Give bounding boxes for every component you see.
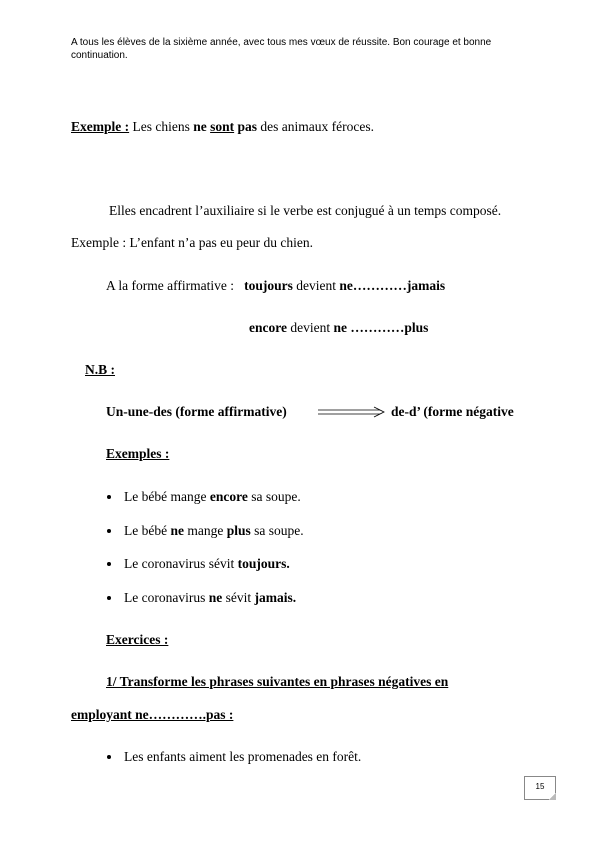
bullet-icon xyxy=(107,529,111,533)
example-sentence-2: Exemple : L’enfant n’a pas eu peur du chien. xyxy=(71,235,314,250)
exemples-heading: Exemples : xyxy=(106,446,170,461)
bullet-icon xyxy=(107,596,111,600)
nb-heading: N.B : xyxy=(85,362,115,377)
rule-left: Un-une-des (forme affirmative) xyxy=(106,404,287,419)
header-note: A tous les élèves de la sixième année, avec tous mes vœux de réussite. Bon courage et bonne continuation. xyxy=(71,37,492,61)
exercise-1-instruction-line2: employant ne………….pas : xyxy=(71,707,234,722)
example-bullet-3: Le coronavirus sévit toujours. xyxy=(124,556,290,571)
affirmative-row-2: encore devient ne …………plus xyxy=(249,320,429,335)
bullet-icon xyxy=(107,495,111,499)
exercices-heading: Exercices : xyxy=(106,632,169,647)
paragraph-auxiliaire: Elles encadrent l’auxiliaire si le verbe est conjugué à un temps composé. xyxy=(109,203,502,218)
bullet-icon xyxy=(107,562,111,566)
example-label: Exemple : xyxy=(71,119,130,134)
example-bullet-1: Le bébé mange encore sa soupe. xyxy=(124,489,301,504)
example-bullet-2: Le bébé ne mange plus sa soupe. xyxy=(124,523,304,538)
page-number: 15 xyxy=(524,776,556,800)
example-sentence-1: Exemple : Les chiens ne sont pas des animaux féroces. xyxy=(71,119,374,134)
exercise-bullet-1: Les enfants aiment les promenades en forêt. xyxy=(124,749,362,764)
exercise-1-instruction-line1: 1/ Transforme les phrases suivantes en phrases négatives en xyxy=(106,674,449,689)
double-arrow-icon xyxy=(318,405,386,419)
bullet-icon xyxy=(107,755,111,759)
example-bullet-4: Le coronavirus ne sévit jamais. xyxy=(124,590,297,605)
affirmative-row-1: A la forme affirmative : toujours devient ne…………jamais xyxy=(106,278,446,293)
rule-right: de-d’ (forme négative xyxy=(391,404,514,419)
